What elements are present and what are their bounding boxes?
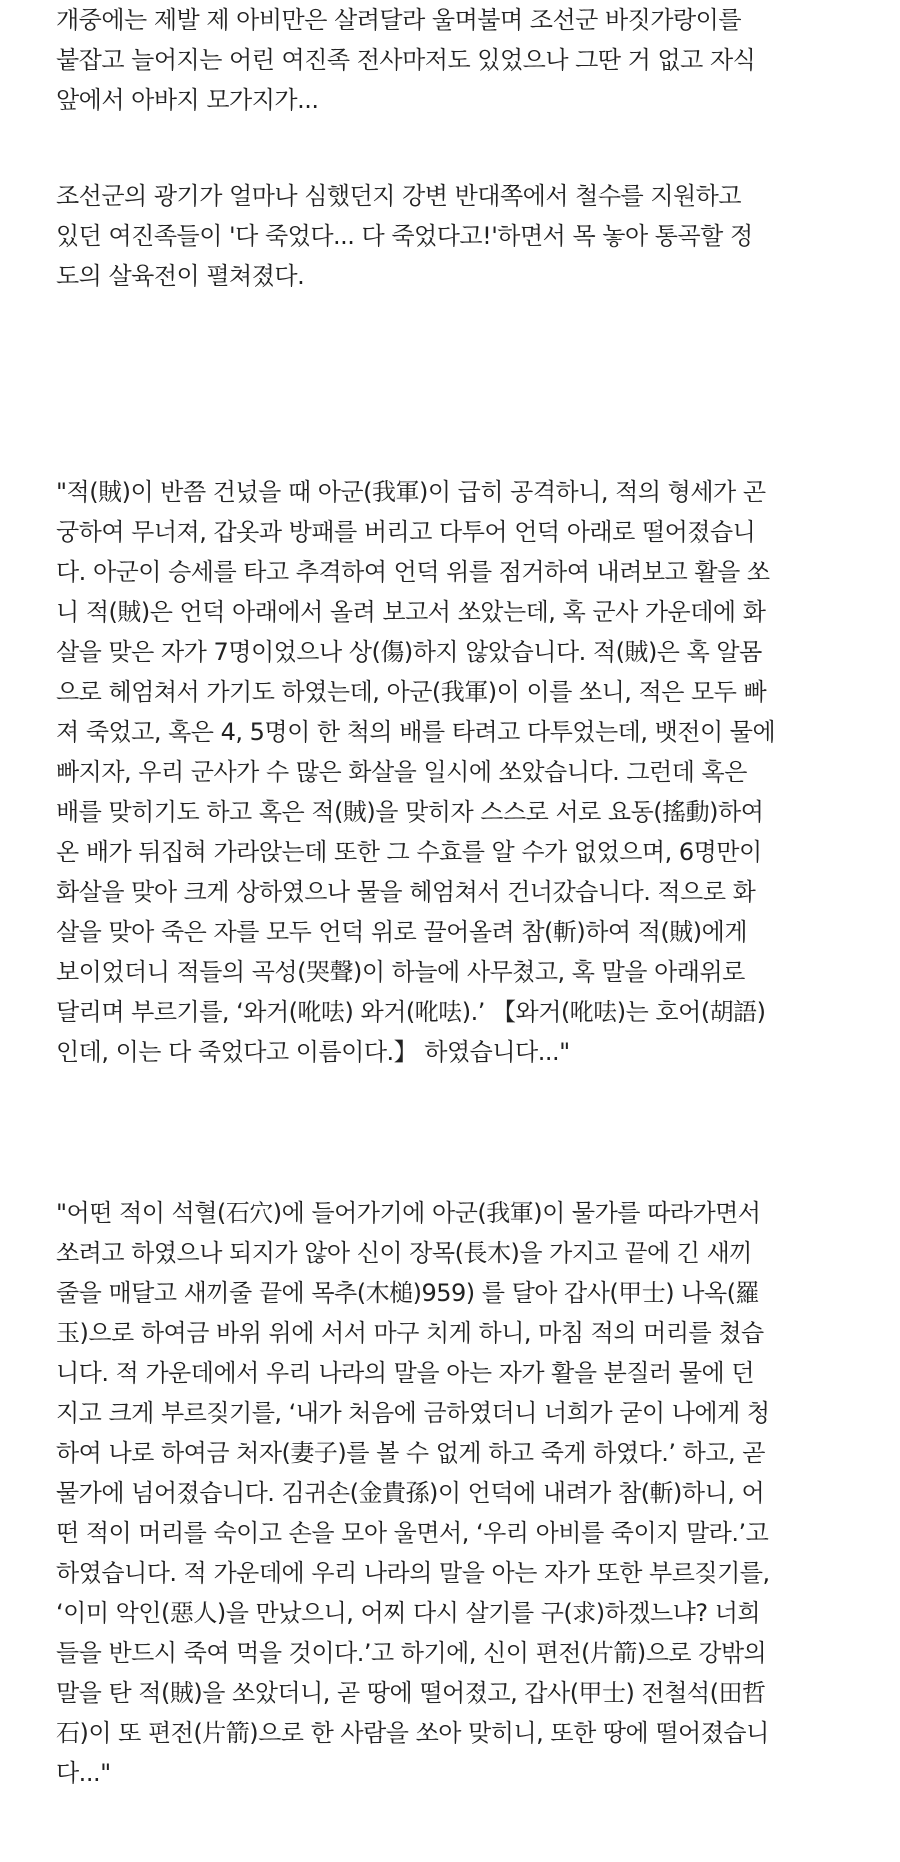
- text-line: 궁하여 무너져, 갑옷과 방패를 버리고 다투어 언덕 아래로 떨어졌습니: [56, 518, 756, 546]
- text-line: 줄을 매달고 새끼줄 끝에 목추(木槌)959) 를 달아 갑사(甲士) 나옥(羅: [56, 1279, 760, 1307]
- text-line: 니 적(賊)은 언덕 아래에서 올려 보고서 쏘았는데, 혹 군사 가운데에 화: [56, 598, 766, 626]
- text-line: 니다. 적 가운데에서 우리 나라의 말을 아는 자가 활을 분질러 물에 던: [56, 1359, 755, 1387]
- text-line: 다. 아군이 승세를 타고 추격하여 언덕 위를 점거하여 내려보고 활을 쏘: [56, 558, 770, 586]
- text-line: 붙잡고 늘어지는 어린 여진족 전사마저도 있었으나 그딴 거 없고 자식: [56, 46, 756, 74]
- text-line: 빠지자, 우리 군사가 수 많은 화살을 일시에 쏘았습니다. 그런데 혹은: [56, 758, 747, 786]
- text-line: 인데, 이는 다 죽었다고 이름이다.】 하였습니다...": [56, 1038, 570, 1066]
- text-line: 하여 나로 하여금 처자(妻子)를 볼 수 없게 하고 죽게 하였다.’ 하고, 곧: [56, 1439, 765, 1467]
- text-line: 다...": [56, 1759, 111, 1787]
- text-line: 조선군의 광기가 얼마나 심했던지 강변 반대쪽에서 철수를 지원하고: [56, 182, 742, 210]
- text-line: 보이었더니 적들의 곡성(哭聲)이 하늘에 사무쳤고, 혹 말을 아래위로: [56, 958, 745, 986]
- text-line: ‘이미 악인(惡人)을 만났으니, 어찌 다시 살기를 구(求)하겠느냐? 너희: [56, 1599, 761, 1627]
- quote-paragraph-2: [56, 1193, 856, 1793]
- text-line: 살을 맞은 자가 7명이었으나 상(傷)하지 않았습니다. 적(賊)은 혹 알몸: [56, 638, 762, 666]
- text-line: 지고 크게 부르짖기를, ‘내가 처음에 금하였더니 너희가 굳이 나에게 청: [56, 1399, 770, 1427]
- text-line: 들을 반드시 죽여 먹을 것이다.’고 하기에, 신이 편전(片箭)으로 강밖의: [56, 1639, 767, 1667]
- text-line: 온 배가 뒤집혀 가라앉는데 또한 그 수효를 알 수가 없었으며, 6명만이: [56, 838, 762, 866]
- quote-paragraph-1: [56, 472, 856, 1072]
- text-line: 있던 여진족들이 '다 죽었다... 다 죽었다고!'하면서 목 놓아 통곡할 정: [56, 222, 753, 250]
- paragraph-2: [56, 176, 856, 296]
- text-line: 으로 헤엄쳐서 가기도 하였는데, 아군(我軍)이 이를 쏘니, 적은 모두 빠: [56, 678, 767, 706]
- text-line: 쏘려고 하였으나 되지가 않아 신이 장목(長木)을 가지고 끝에 긴 새끼: [56, 1239, 752, 1267]
- text-line: 떤 적이 머리를 숙이고 손을 모아 울면서, ‘우리 아비를 죽이지 말라.’고: [56, 1519, 769, 1547]
- text-line: 石)이 또 편전(片箭)으로 한 사람을 쏘아 맞히니, 또한 땅에 떨어졌습니: [56, 1719, 769, 1747]
- text-line: 져 죽었고, 혹은 4, 5명이 한 척의 배를 타려고 다투었는데, 뱃전이 물에: [56, 718, 776, 746]
- text-line: 화살을 맞아 크게 상하였으나 물을 헤엄쳐서 건너갔습니다. 적으로 화: [56, 878, 756, 906]
- paragraph-1: [56, 0, 856, 120]
- text-line: 말을 탄 적(賊)을 쏘았더니, 곧 땅에 떨어졌고, 갑사(甲士) 전철석(田哲: [56, 1679, 766, 1707]
- text-line: 玉)으로 하여금 바위 위에 서서 마구 치게 하니, 마침 적의 머리를 쳤습: [56, 1319, 764, 1347]
- text-line: 하였습니다. 적 가운데에 우리 나라의 말을 아는 자가 또한 부르짖기를,: [56, 1559, 770, 1587]
- text-line: 물가에 넘어졌습니다. 김귀손(金貴孫)이 언덕에 내려가 참(斬)하니, 어: [56, 1479, 765, 1507]
- text-line: 도의 살육전이 펼쳐졌다.: [56, 262, 305, 290]
- text-line: 달리며 부르기를, ‘와거(吪呿) 와거(吪呿).’ 【와거(吪呿)는 호어(胡語): [56, 998, 766, 1026]
- text-line: "어떤 적이 석혈(石穴)에 들어가기에 아군(我軍)이 물가를 따라가면서: [56, 1199, 761, 1227]
- text-line: 개중에는 제발 제 아비만은 살려달라 울며불며 조선군 바짓가랑이를: [56, 6, 742, 34]
- text-line: 앞에서 아바지 모가지가...: [56, 86, 319, 114]
- text-line: "적(賊)이 반쯤 건넜을 때 아군(我軍)이 급히 공격하니, 적의 형세가 곤: [56, 478, 766, 506]
- text-line: 배를 맞히기도 하고 혹은 적(賊)을 맞히자 스스로 서로 요동(搖動)하여: [56, 798, 764, 826]
- text-line: 살을 맞아 죽은 자를 모두 언덕 위로 끌어올려 참(斬)하여 적(賊)에게: [56, 918, 748, 946]
